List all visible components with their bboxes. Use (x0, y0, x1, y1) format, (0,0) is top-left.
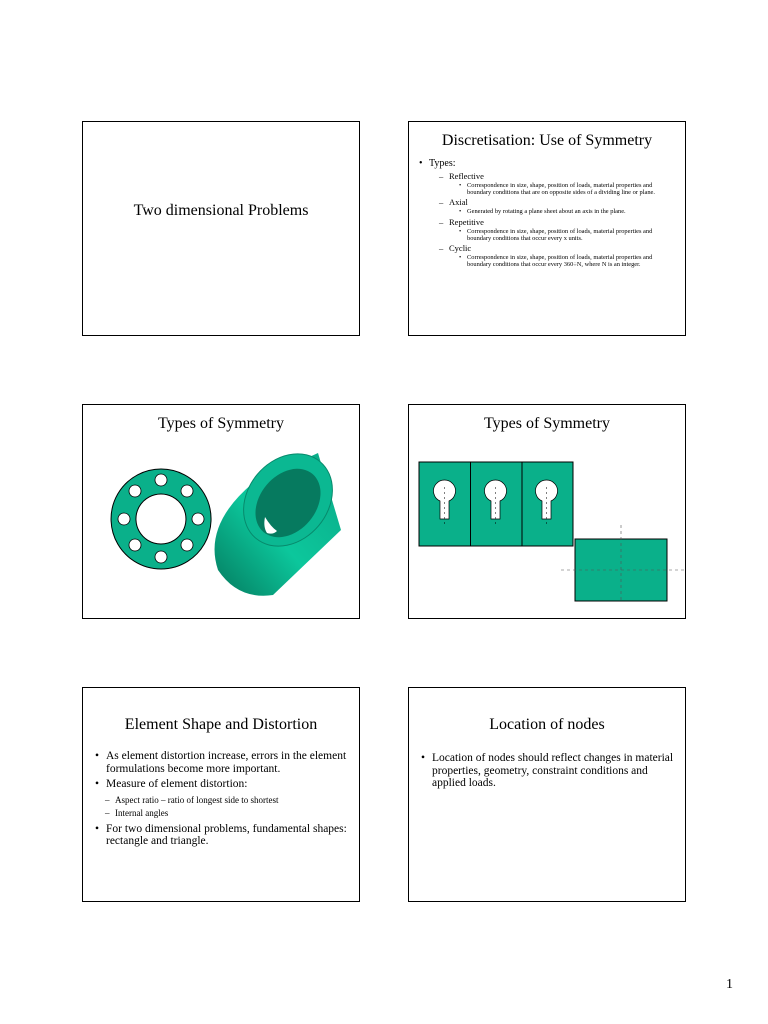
slide-title: Location of nodes (489, 716, 605, 733)
slide-discretisation-symmetry (408, 121, 686, 336)
sub-bullet-cyclic: – Cyclic • Correspondence in size, shape, position of loads, material properties and boundary conditions that occur every 360÷N, where N is an integer. (439, 243, 671, 268)
sub-bullet-axial: – Axial • Generated by rotating a plane sheet about an axis in the plane. (439, 197, 671, 215)
bullet-types: • Types: – Reflective • Correspondence in size, shape, position of loads, material properties and boundary conditions that are on opposite sides of a dividing line or plane. – Axial • Generated by rotating a plane sheet about an axis in the plane. – Repetitive • Correspondence in size, shape, position of loads, material properties and boundary conditions that occur every x units. – Cyclic • Correspondence in size, shape, position of loads, material properties and boundary conditions that occur every 360÷N, where N is an integer. (419, 158, 671, 268)
cyclic-flange-ring (111, 469, 211, 569)
bolt-hole (155, 551, 167, 563)
bullet: • As element distortion increase, errors in the element formulations become more important. (95, 750, 349, 775)
bullet: • Measure of element distortion: (95, 778, 349, 791)
bolt-hole (181, 485, 193, 497)
bolt-hole (155, 474, 167, 486)
slide-two-dimensional-problems (82, 121, 360, 336)
slide-title: Types of Symmetry (484, 415, 610, 432)
slide-title: Discretisation: Use of Symmetry (441, 132, 653, 149)
slide-types-of-symmetry-1 (82, 404, 360, 619)
bolt-hole (181, 539, 193, 551)
slide-title: Element Shape and Distortion (124, 716, 318, 733)
reflective-rectangle (561, 525, 685, 601)
slide-title: Types of Symmetry (158, 415, 284, 432)
bolt-hole (129, 539, 141, 551)
sub-sub-bullet: • Correspondence in size, shape, position of loads, material properties and boundary conditions that occur every 360÷N, where N is an integer. (459, 254, 671, 268)
bullet: • Location of nodes should reflect changes in material properties, geometry, constraint conditions and applied loads. (421, 752, 675, 790)
slide-content (419, 158, 671, 268)
repetitive-keyhole-plate (419, 462, 573, 546)
symmetry-illustration (83, 405, 361, 620)
slide-content (95, 750, 349, 851)
slide-content (421, 752, 675, 793)
page-number: 1 (726, 977, 733, 992)
slide-location-of-nodes (408, 687, 686, 902)
sub-bullet: – Aspect ratio – ratio of longest side to shortest (105, 794, 349, 807)
sub-bullet-repetitive: – Repetitive • Correspondence in size, shape, position of loads, material properties and boundary conditions that occur every x units. (439, 217, 671, 242)
axial-cylinder (215, 436, 351, 596)
sub-sub-bullet: • Correspondence in size, shape, position of loads, material properties and boundary conditions that are on opposite sides of a dividing line or plane. (459, 182, 671, 196)
slide-title: Two dimensional Problems (133, 202, 309, 219)
slide-element-shape-distortion (82, 687, 360, 902)
sub-sub-bullet: • Generated by rotating a plane sheet about an axis in the plane. (459, 208, 671, 215)
bolt-hole (129, 485, 141, 497)
sub-sub-bullet: • Correspondence in size, shape, position of loads, material properties and boundary conditions that occur every x units. (459, 228, 671, 242)
slide-types-of-symmetry-2 (408, 404, 686, 619)
symmetry-illustration (409, 405, 687, 620)
bolt-hole (192, 513, 204, 525)
bullet: • For two dimensional problems, fundamental shapes: rectangle and triangle. (95, 823, 349, 848)
sub-bullet: – Internal angles (105, 807, 349, 820)
bolt-hole (118, 513, 130, 525)
sub-bullet-reflective: – Reflective • Correspondence in size, shape, position of loads, material properties and boundary conditions that are on opposite sides of a dividing line or plane. (439, 171, 671, 196)
